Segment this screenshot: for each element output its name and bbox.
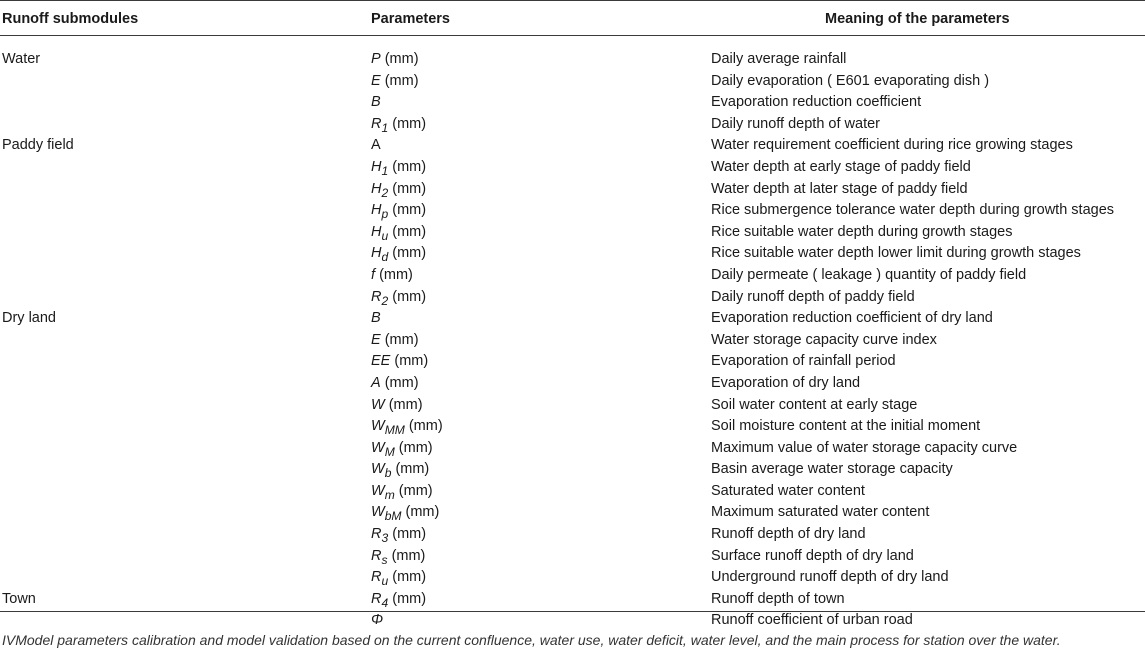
- parameter-symbol: R: [371, 569, 382, 586]
- table-row: [0, 351, 1145, 373]
- parameter-subscript: b: [384, 466, 392, 481]
- table-row: [0, 49, 1145, 71]
- table-row: [0, 157, 1145, 179]
- parameter-unit: (mm): [392, 245, 427, 262]
- parameter-symbol: H: [371, 180, 382, 197]
- row-meaning: Evaporation of dry land: [711, 374, 861, 391]
- parameter-symbol: R: [371, 288, 382, 305]
- parameter-unit: (mm): [392, 288, 427, 305]
- parameter-subscript: d: [381, 250, 389, 265]
- parameter-unit: (mm): [392, 180, 427, 197]
- row-meaning: Runoff coefficient of urban road: [711, 612, 913, 629]
- parameter-symbol: E: [371, 331, 381, 348]
- table-row: [0, 179, 1145, 201]
- parameter-symbol: H: [371, 223, 382, 240]
- row-meaning: Evaporation reduction coefficient: [711, 94, 922, 111]
- parameter-symbol: R: [371, 115, 382, 132]
- parameter-symbol: W: [371, 461, 385, 478]
- parameter-unit: (mm): [379, 266, 413, 283]
- parameter-subscript: 3: [381, 530, 389, 545]
- parameter-symbol: f: [371, 266, 376, 283]
- parameter-unit: (mm): [392, 590, 427, 607]
- parameter-unit: (mm): [384, 72, 419, 89]
- parameter-subscript: MM: [384, 422, 405, 437]
- parameter-unit: (mm): [384, 51, 419, 67]
- parameter-unit: (mm): [384, 374, 419, 391]
- header-runoff-submodules: Runoff submodules: [2, 11, 139, 27]
- row-meaning: Evaporation of rainfall period: [711, 353, 896, 370]
- parameter-symbol: H: [371, 158, 382, 175]
- table-caption: IVModel parameters calibration and model validation based on the current confluence, water use, water deficit, water level, and the main process for station over the water.: [2, 632, 1061, 648]
- parameter-symbol: W: [371, 439, 385, 456]
- parameter-subscript: s: [381, 552, 388, 567]
- row-meaning: Water depth at early stage of paddy field: [711, 158, 971, 175]
- row-submodule: Town: [2, 590, 36, 607]
- parameter-subscript: 1: [381, 163, 389, 178]
- table-row: [0, 222, 1145, 244]
- table-row: [0, 438, 1145, 460]
- row-meaning: Maximum saturated water content: [711, 504, 930, 521]
- table-row: [0, 524, 1145, 546]
- parameter-unit: (mm): [384, 331, 419, 348]
- table-body: [0, 49, 1145, 632]
- parameter-unit: (mm): [392, 569, 427, 586]
- header-parameters: Parameters: [371, 11, 450, 27]
- table-row: [0, 567, 1145, 589]
- table-row: [0, 481, 1145, 503]
- row-submodule: Dry land: [2, 310, 56, 327]
- parameter-unit: (mm): [392, 202, 427, 219]
- table-row: [0, 114, 1145, 136]
- table-row: [0, 265, 1145, 287]
- parameter-symbol: R: [371, 590, 382, 607]
- parameter-unit: (mm): [392, 115, 427, 132]
- parameter-unit: (mm): [392, 223, 427, 240]
- parameter-symbol: W: [371, 482, 385, 499]
- table-row: [0, 308, 1145, 330]
- parameter-subscript: m: [384, 487, 395, 502]
- parameter-subscript: u: [381, 228, 389, 243]
- table-row: [0, 287, 1145, 309]
- parameter-unit: (mm): [388, 396, 423, 413]
- parameter-symbol: E: [371, 72, 381, 89]
- row-meaning: Runoff depth of town: [711, 590, 845, 607]
- parameter-subscript: 2: [381, 185, 389, 200]
- parameter-symbol: B: [371, 94, 381, 111]
- parameter-symbol: W: [371, 504, 385, 521]
- row-meaning: Daily evaporation ( E601 evaporating dish ): [711, 72, 990, 89]
- table-row: [0, 373, 1145, 395]
- row-meaning: Runoff depth of dry land: [711, 526, 866, 543]
- table-row: [0, 71, 1145, 93]
- table-row: [0, 502, 1145, 524]
- row-meaning: Soil water content at early stage: [711, 396, 918, 413]
- parameter-subscript: 1: [381, 120, 389, 135]
- table-row: [0, 546, 1145, 568]
- parameter-symbol: A: [371, 374, 381, 391]
- parameter-unit: (mm): [408, 418, 443, 435]
- row-meaning: Daily runoff depth of paddy field: [711, 288, 915, 305]
- table-row: [0, 416, 1145, 438]
- parameter-symbol: R: [371, 547, 382, 564]
- parameter-subscript: M: [384, 444, 395, 459]
- row-meaning: Underground runoff depth of dry land: [711, 569, 949, 586]
- parameter-unit: (mm): [394, 353, 429, 370]
- row-meaning: Maximum value of water storage capacity curve: [711, 439, 1018, 456]
- row-submodule: Water: [2, 51, 41, 67]
- row-meaning: Surface runoff depth of dry land: [711, 547, 914, 564]
- parameter-subscript: bM: [384, 509, 402, 524]
- parameter-subscript: p: [381, 207, 389, 222]
- parameter-symbol: Φ: [371, 612, 384, 629]
- row-submodule: Paddy field: [2, 137, 74, 154]
- parameter-unit: (mm): [398, 439, 433, 456]
- table-row: [0, 589, 1145, 611]
- row-meaning: Water storage capacity curve index: [711, 331, 937, 348]
- parameter-symbol: EE: [371, 353, 391, 370]
- parameter-symbol: B: [371, 310, 381, 327]
- parameter-unit: (mm): [395, 461, 430, 478]
- row-meaning: Basin average water storage capacity: [711, 461, 953, 478]
- table-row: [0, 610, 1145, 632]
- parameter-subscript: u: [381, 574, 389, 589]
- row-meaning: Saturated water content: [711, 482, 865, 499]
- parameter-unit: (mm): [391, 547, 426, 564]
- row-meaning: Rice submergence tolerance water depth during growth stages: [711, 202, 1115, 219]
- row-meaning: Water requirement coefficient during rice growing stages: [711, 137, 1073, 154]
- parameter-symbol: W: [371, 396, 385, 413]
- table-row: [0, 135, 1145, 157]
- parameter-unit: (mm): [392, 158, 427, 175]
- table-row: [0, 395, 1145, 417]
- parameter-symbol: W: [371, 418, 385, 435]
- header-meaning: Meaning of the parameters: [825, 11, 1010, 27]
- table-row: [0, 243, 1145, 265]
- row-meaning: Water depth at later stage of paddy field: [711, 180, 968, 197]
- table-row: [0, 200, 1145, 222]
- table-row: [0, 92, 1145, 114]
- table-header-rule: [0, 35, 1145, 36]
- parameter-symbol: P: [371, 51, 381, 67]
- table-row: [0, 330, 1145, 352]
- row-meaning: Daily permeate ( leakage ) quantity of paddy field: [711, 266, 1027, 283]
- parameter-unit: (mm): [405, 504, 440, 521]
- row-meaning: Rice suitable water depth during growth stages: [711, 223, 1013, 240]
- parameter-symbol: H: [371, 202, 382, 219]
- row-meaning: Rice suitable water depth lower limit during growth stages: [711, 245, 1081, 262]
- row-meaning: Soil moisture content at the initial moment: [711, 418, 981, 435]
- parameter-symbol: R: [371, 526, 382, 543]
- table-header-row: [0, 0, 1145, 35]
- parameter-symbol: A: [371, 137, 381, 154]
- parameter-subscript: 4: [381, 595, 389, 610]
- table-row: [0, 459, 1145, 481]
- parameter-unit: (mm): [398, 482, 433, 499]
- parameter-symbol: H: [371, 245, 382, 262]
- parameter-subscript: 2: [381, 293, 389, 308]
- table-bottom-rule: [0, 611, 1145, 612]
- parameter-unit: (mm): [392, 526, 427, 543]
- row-meaning: Evaporation reduction coefficient of dry land: [711, 310, 993, 327]
- row-meaning: Daily runoff depth of water: [711, 115, 880, 132]
- row-meaning: Daily average rainfall: [711, 51, 847, 67]
